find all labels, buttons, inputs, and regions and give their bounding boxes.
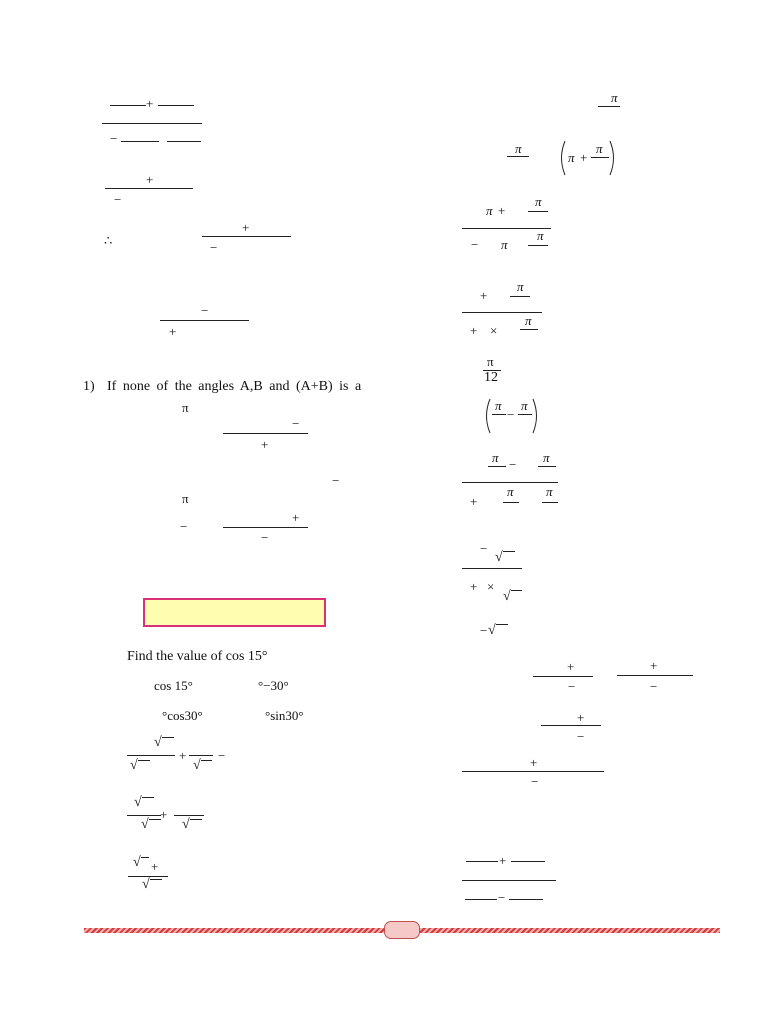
fraction-bar	[158, 105, 194, 106]
minus-sign: −	[480, 541, 488, 556]
pi-symbol: π	[521, 398, 528, 413]
pi-symbol: π	[495, 398, 502, 413]
question-text: If none of the angles A,B and (A+B) is a	[107, 379, 362, 394]
right-parenthesis	[531, 398, 541, 434]
root-sign: √	[193, 758, 201, 773]
fraction-bar	[465, 899, 497, 900]
minus-sign: −	[292, 416, 300, 431]
plus-sign: +	[470, 579, 478, 594]
pi-symbol: π	[486, 203, 493, 218]
minus-sign: −	[471, 237, 479, 252]
therefore-symbol: ∴	[104, 233, 113, 248]
fraction-bar	[541, 725, 601, 726]
minus-sign: −	[210, 240, 218, 255]
root-sign: √	[488, 623, 496, 638]
fraction-bar	[598, 106, 620, 107]
pi-symbol: π	[515, 141, 522, 156]
plus-sign: +	[530, 755, 538, 770]
plus-sign: +	[146, 172, 154, 187]
left-parenthesis	[557, 140, 567, 176]
fraction-bar	[110, 105, 146, 106]
pi-symbol: π	[568, 150, 575, 165]
root-sign: √	[130, 758, 138, 773]
fraction-bar	[488, 466, 506, 467]
pi-symbol: π	[543, 450, 550, 465]
plus-sign: +	[292, 510, 300, 525]
fraction-bar	[160, 320, 249, 321]
plus-sign: +	[470, 323, 478, 338]
pi-symbol: π	[596, 141, 603, 156]
root-bar	[149, 819, 161, 820]
root-bar	[142, 797, 154, 798]
minus-sign: −	[201, 303, 209, 318]
main-fraction-bar	[462, 880, 556, 881]
root-bar	[141, 857, 149, 858]
times-sign: ×	[490, 323, 498, 338]
fraction-bar	[511, 861, 545, 862]
minus-sign: −	[218, 748, 226, 763]
pi-symbol: π	[182, 400, 189, 415]
fraction-bar	[121, 141, 159, 142]
fraction-bar	[492, 414, 506, 415]
root-bar	[496, 624, 508, 625]
fraction-bar	[510, 296, 530, 297]
plus-sign: +	[567, 659, 575, 674]
root-sign: √	[182, 817, 190, 832]
fraction-bar	[591, 157, 609, 158]
pi-symbol: π	[535, 194, 542, 209]
fraction-bar	[520, 329, 538, 330]
right-parenthesis	[608, 140, 618, 176]
root-bar	[150, 879, 162, 880]
plus-sign: +	[261, 437, 269, 452]
root-bar	[201, 760, 212, 761]
fraction-bar	[127, 815, 161, 816]
minus-sign: −	[332, 473, 340, 488]
fraction-bar	[503, 502, 519, 503]
fraction-bar	[466, 861, 498, 862]
root-sign: √	[495, 550, 503, 565]
fraction-bar	[528, 211, 548, 212]
fraction-bar	[189, 755, 213, 756]
pi-symbol: π	[501, 237, 508, 252]
root-sign: √	[134, 795, 142, 810]
root-bar	[190, 819, 202, 820]
root-sign: √	[142, 877, 150, 892]
root-bar	[511, 590, 522, 591]
root-sign: √	[154, 735, 162, 750]
minus-sign: −	[498, 890, 506, 905]
minus-sign: −	[531, 774, 539, 789]
root-sign: √	[141, 817, 149, 832]
main-fraction-bar	[462, 482, 558, 483]
example-line: °sin30°	[265, 708, 304, 723]
minus-sign: −	[180, 519, 188, 534]
fraction-bar	[127, 755, 175, 756]
minus-sign: −	[509, 457, 517, 472]
plus-sign: +	[480, 288, 488, 303]
question-number: 1)	[83, 379, 95, 394]
pi-symbol: π	[546, 484, 553, 499]
main-fraction-bar	[462, 568, 522, 569]
root-bar	[503, 551, 515, 552]
plus-sign: +	[580, 150, 588, 165]
fraction-bar	[509, 899, 543, 900]
pi-symbol: π	[182, 491, 189, 506]
pi-symbol: π	[517, 279, 524, 294]
plus-sign: +	[498, 203, 506, 218]
plus-sign: +	[470, 494, 478, 509]
example-question: Find the value of cos 15°	[127, 649, 268, 664]
main-fraction-bar	[102, 123, 202, 124]
minus-sign: −	[480, 623, 488, 638]
page-number-badge	[384, 921, 420, 939]
pi-symbol: π	[537, 228, 544, 243]
fraction-bar	[542, 502, 558, 503]
left-parenthesis	[482, 398, 492, 434]
plus-sign: +	[242, 220, 250, 235]
plus-sign: +	[169, 324, 177, 339]
fraction-bar	[223, 527, 308, 528]
pi-symbol: π	[611, 90, 618, 105]
fraction-bar	[528, 245, 548, 246]
fraction-bar	[167, 141, 201, 142]
example-line: cos 15°	[154, 678, 193, 693]
plus-sign: +	[160, 807, 168, 822]
minus-sign: −	[114, 192, 122, 207]
plus-sign: +	[179, 748, 187, 763]
number-twelve: 12	[484, 370, 498, 385]
fraction-bar	[202, 236, 291, 237]
fraction-bar	[174, 815, 204, 816]
pi-symbol: π	[492, 450, 499, 465]
minus-sign: −	[568, 679, 576, 694]
plus-sign: +	[499, 853, 507, 868]
times-sign: ×	[487, 579, 495, 594]
plus-sign: +	[151, 859, 159, 874]
plus-sign: +	[577, 710, 585, 725]
fraction-bar	[223, 433, 308, 434]
root-sign: √	[133, 855, 141, 870]
root-bar	[138, 760, 150, 761]
pi-symbol: π	[487, 354, 494, 369]
root-sign: √	[503, 589, 511, 604]
pi-symbol: π	[525, 313, 532, 328]
plus-sign: +	[650, 658, 658, 673]
fraction-bar	[538, 466, 556, 467]
minus-sign: −	[110, 131, 118, 146]
fraction-bar	[462, 771, 604, 772]
example-line: °−30°	[258, 678, 289, 693]
example-line: °cos30°	[162, 708, 203, 723]
minus-sign: −	[261, 530, 269, 545]
example-heading-box	[143, 598, 326, 627]
minus-sign: −	[650, 679, 658, 694]
fraction-bar	[533, 676, 593, 677]
fraction-bar	[507, 156, 529, 157]
minus-sign: −	[507, 407, 515, 422]
fraction-bar	[518, 414, 532, 415]
fraction-bar	[617, 675, 693, 676]
root-bar	[162, 737, 174, 738]
fraction-bar	[105, 188, 193, 189]
plus-sign: +	[146, 96, 154, 111]
pi-symbol: π	[507, 484, 514, 499]
minus-sign: −	[577, 729, 585, 744]
